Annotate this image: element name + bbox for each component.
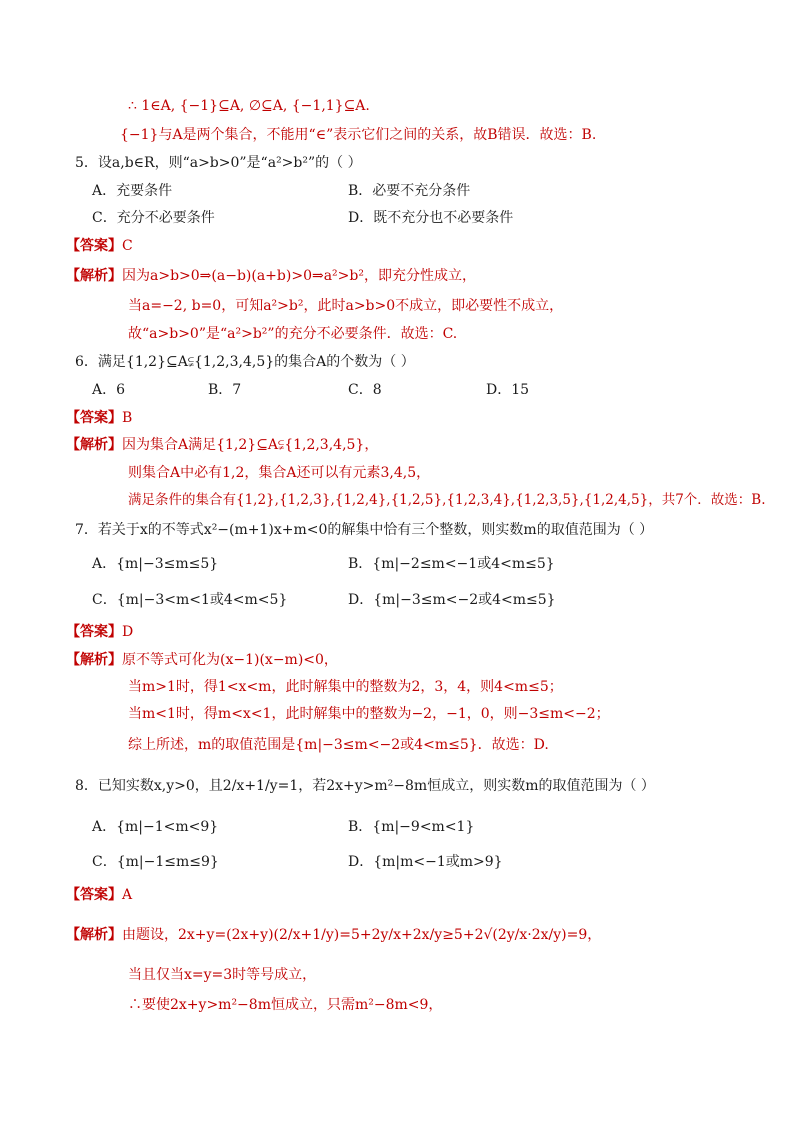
q8-option-c: C．{m|−1≤m≤9} <box>92 854 219 870</box>
q7-option-a: A．{m|−3≤m≤5} <box>92 556 219 572</box>
q8-stem: 8．已知实数x,y>0，且2/x+1/y=1，若2x+y>m²−8m恒成立，则实数m的取值范围为（ ） <box>75 778 655 794</box>
q7-option-c: C．{m|−3<m<1或4<m<5} <box>92 592 288 608</box>
q8-analysis-line-3: ∴要使2x+y>m²−8m恒成立，只需m²−8m<9， <box>128 997 443 1013</box>
prev-solution-line-2: {−1}与A是两个集合，不能用“∈”表示它们之间的关系，故B错误．故选：B. <box>120 127 597 143</box>
q7-analysis-line-3: 当m<1时，得m<x<1，此时解集中的整数为−2，−1，0，则−3≤m<−2； <box>128 706 610 722</box>
q8-option-b: B．{m|−9<m<1} <box>348 819 475 835</box>
q7-option-d: D．{m|−3≤m<−2或4<m≤5} <box>348 592 556 608</box>
q5-option-d: D．既不充分也不必要条件 <box>348 210 514 226</box>
q5-option-a: A．充要条件 <box>92 183 173 199</box>
q6-analysis-line-3: 满足条件的集合有{1,2},{1,2,3},{1,2,4},{1,2,5},{1,2,3,4},{1,2,3,5},{1,2,4,5}，共7个．故选：B. <box>128 492 766 508</box>
answer-tag: 【答案】 <box>66 238 122 254</box>
answer-tag: 【答案】 <box>66 410 122 426</box>
answer-tag: 【答案】 <box>66 624 122 640</box>
q7-answer-line <box>66 622 133 642</box>
q5-answer-line <box>66 236 133 256</box>
q6-stem: 6．满足{1,2}⊆A⫋{1,2,3,4,5}的集合A的个数为（ ） <box>75 354 415 370</box>
q7-stem: 7．若关于x的不等式x²−(m+1)x+m<0的解集中恰有三个整数，则实数m的取值范围为（ ） <box>75 522 654 538</box>
q6-answer-line <box>66 408 132 428</box>
q6-analysis-line-1: 【解析】因为集合A满足{1,2}⊆A⫋{1,2,3,4,5}， <box>66 437 379 453</box>
q7-answer: D <box>122 624 134 640</box>
analysis-tag: 【解析】 <box>66 437 122 453</box>
q6-option-d: D．15 <box>486 382 530 398</box>
q6-analysis-line-2: 则集合A中必有1,2，集合A还可以有元素3,4,5， <box>128 465 431 481</box>
q8-answer: A <box>122 887 133 903</box>
q5-analysis-line-2: 当a=−2, b=0，可知a²>b²，此时a>b>0不成立，即必要性不成立， <box>128 298 564 314</box>
q8-analysis-line-2: 当且仅当x=y=3时等号成立， <box>128 967 317 983</box>
analysis-tag: 【解析】 <box>66 652 122 668</box>
analysis-tag: 【解析】 <box>66 927 122 943</box>
q8-answer-line <box>66 885 132 905</box>
prev-solution-line-1: ∴ 1∈A, {−1}⊆A, ∅⊆A, {−1,1}⊆A. <box>128 98 370 114</box>
q7-analysis-line-2: 当m>1时，得1<x<m，此时解集中的整数为2，3，4，则4<m≤5； <box>128 679 563 695</box>
q5-stem: 5．设a,b∈R，则“a>b>0”是“a²>b²”的（ ） <box>75 155 362 171</box>
q7-option-b: B．{m|−2≤m<−1或4<m≤5} <box>348 556 555 572</box>
q8-analysis-line-1: 【解析】由题设，2x+y=(2x+y)(2/x+1/y)=5+2y/x+2x/y≥5+2√(2y/x·2x/y)=9， <box>66 927 602 943</box>
q8-option-d: D．{m|m<−1或m>9} <box>348 854 503 870</box>
q5-option-c: C．充分不必要条件 <box>92 210 215 226</box>
q5-option-b: B．必要不充分条件 <box>348 183 471 199</box>
q7-analysis-line-4: 综上所述，m的取值范围是{m|−3≤m<−2或4<m≤5}．故选：D. <box>128 737 549 753</box>
q5-answer: C <box>122 238 133 254</box>
q7-analysis-line-1: 【解析】原不等式可化为(x−1)(x−m)<0， <box>66 652 338 668</box>
q8-option-a: A．{m|−1<m<9} <box>92 819 219 835</box>
analysis-tag: 【解析】 <box>66 268 122 284</box>
q6-option-a: A．6 <box>92 382 126 398</box>
q6-option-c: C．8 <box>348 382 382 398</box>
q5-analysis-line-1: 【解析】因为a>b>0⇒(a−b)(a+b)>0⇒a²>b²，即充分性成立， <box>66 268 476 284</box>
q5-analysis-line-3: 故“a>b>0”是“a²>b²”的充分不必要条件．故选：C. <box>128 326 458 342</box>
answer-tag: 【答案】 <box>66 887 122 903</box>
q6-answer: B <box>122 410 133 426</box>
q6-option-b: B．7 <box>208 382 242 398</box>
